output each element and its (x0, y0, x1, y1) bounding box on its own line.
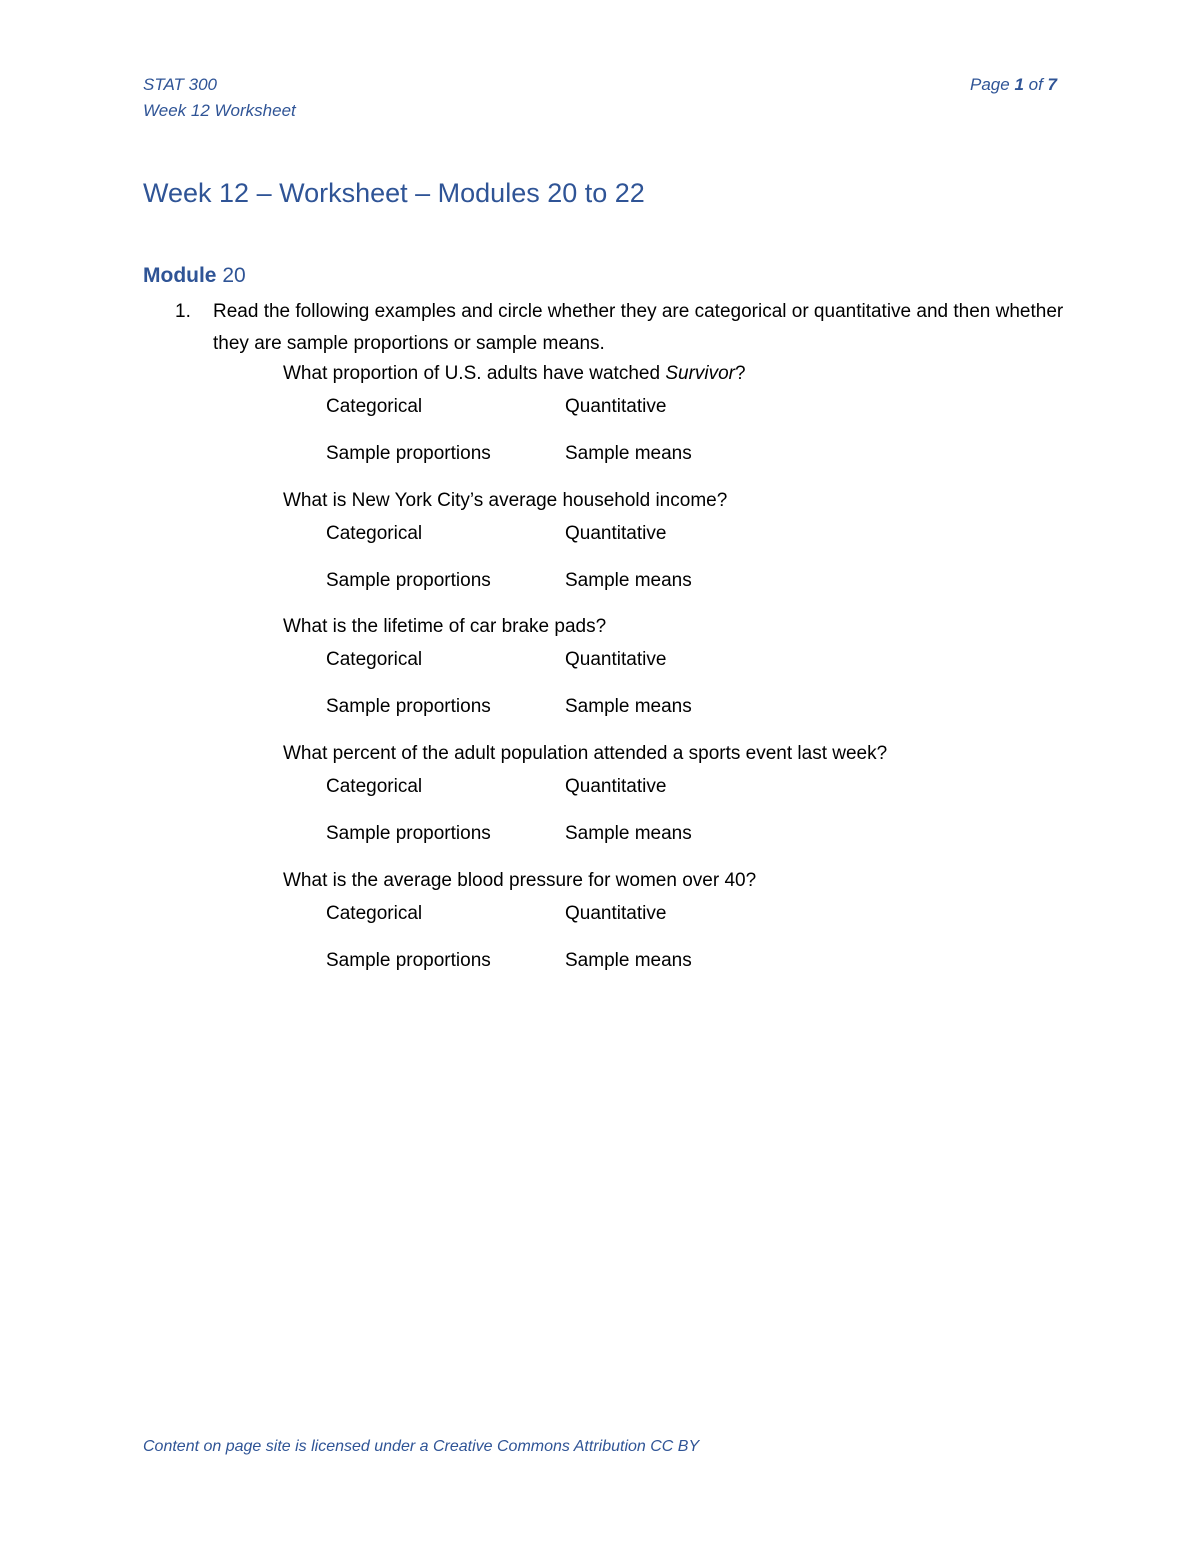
page-current: 1 (1014, 75, 1024, 94)
option-sample-means: Sample means (565, 443, 692, 464)
option-sample-proportions: Sample proportions (326, 570, 491, 591)
header-subtitle: Week 12 Worksheet (143, 101, 296, 120)
option-sample-means: Sample means (565, 950, 692, 971)
option-categorical: Categorical (326, 903, 423, 924)
module-number: 20 (216, 264, 246, 287)
module-label: Module (143, 264, 217, 287)
option-sample-proportions: Sample proportions (326, 696, 491, 717)
option-sample-means: Sample means (565, 570, 692, 591)
item-prompt: What percent of the adult population attended a sports event last week? (283, 743, 888, 764)
header-course: STAT 300 (143, 75, 218, 94)
option-quantitative: Quantitative (565, 776, 667, 797)
license-footer: Content on page site is licensed under a Creative Commons Attribution CC BY (143, 1438, 700, 1455)
option-categorical: Categorical (326, 396, 423, 417)
option-quantitative: Quantitative (565, 649, 667, 670)
option-sample-means: Sample means (565, 696, 692, 717)
option-sample-proportions: Sample proportions (326, 443, 491, 464)
option-quantitative: Quantitative (565, 903, 667, 924)
option-sample-proportions: Sample proportions (326, 823, 491, 844)
page-title: Week 12 – Worksheet – Modules 20 to 22 (143, 178, 645, 208)
item-prompt: What proportion of U.S. adults have watched Survivor? (283, 363, 746, 384)
option-sample-proportions: Sample proportions (326, 950, 491, 971)
module-heading (143, 263, 246, 288)
item-prompt: What is the average blood pressure for women over 40? (283, 870, 757, 891)
page-indicator (970, 76, 1057, 93)
option-categorical: Categorical (326, 776, 423, 797)
question-number: 1. (175, 301, 191, 322)
option-quantitative: Quantitative (565, 523, 667, 544)
option-categorical: Categorical (326, 649, 423, 670)
option-sample-means: Sample means (565, 823, 692, 844)
item-prompt: What is the lifetime of car brake pads? (283, 616, 607, 637)
page-total: 7 (1047, 75, 1057, 94)
option-categorical: Categorical (326, 523, 423, 544)
page-prefix: Page (970, 75, 1015, 94)
question-text: Read the following examples and circle whether they are categorical or quantitative and then whether they are sample proportions or sample means. (213, 301, 1064, 354)
page-of: of (1023, 75, 1048, 94)
option-quantitative: Quantitative (565, 396, 667, 417)
item-prompt: What is New York City’s average household income? (283, 490, 728, 511)
